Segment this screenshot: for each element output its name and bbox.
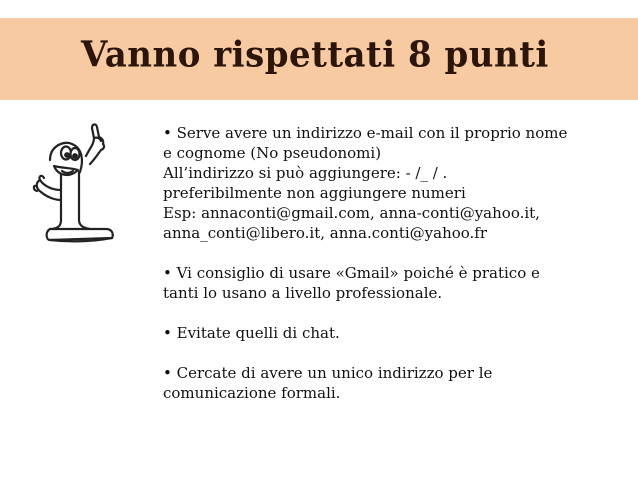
number-one-cartoon-icon bbox=[28, 116, 124, 248]
bullet-line: comunicazione formali. bbox=[163, 384, 341, 402]
bullet-line: • Cercate di avere un unico indirizzo per le bbox=[163, 364, 493, 382]
slide-title: Vanno rispettati 8 punti bbox=[81, 34, 549, 76]
bullet-line: • Serve avere un indirizzo e-mail con il proprio nome bbox=[163, 124, 568, 142]
paragraph-gap bbox=[163, 343, 623, 363]
paragraph-gap bbox=[163, 303, 623, 323]
paragraph-gap bbox=[163, 243, 623, 263]
bullet-line: • Evitate quelli di chat. bbox=[163, 324, 340, 342]
bullet-line: anna_conti@libero.it, anna.conti@yahoo.fr bbox=[163, 224, 488, 242]
bullet-line: preferibilmente non aggiungere numeri bbox=[163, 184, 466, 202]
bullet-line: e cognome (No pseudonomi) bbox=[163, 144, 382, 162]
bullet-line: • Vi consiglio di usare «Gmail» poiché è pratico e bbox=[163, 264, 540, 282]
bullet-line: Esp: annaconti@gmail.com, anna-conti@yahoo.it, bbox=[163, 204, 540, 222]
bullet-list bbox=[163, 123, 623, 403]
bullet-line: tanti lo usano a livello professionale. bbox=[163, 284, 443, 302]
bullet-line: All’indirizzo si può aggiungere: - /_ / . bbox=[163, 164, 448, 182]
